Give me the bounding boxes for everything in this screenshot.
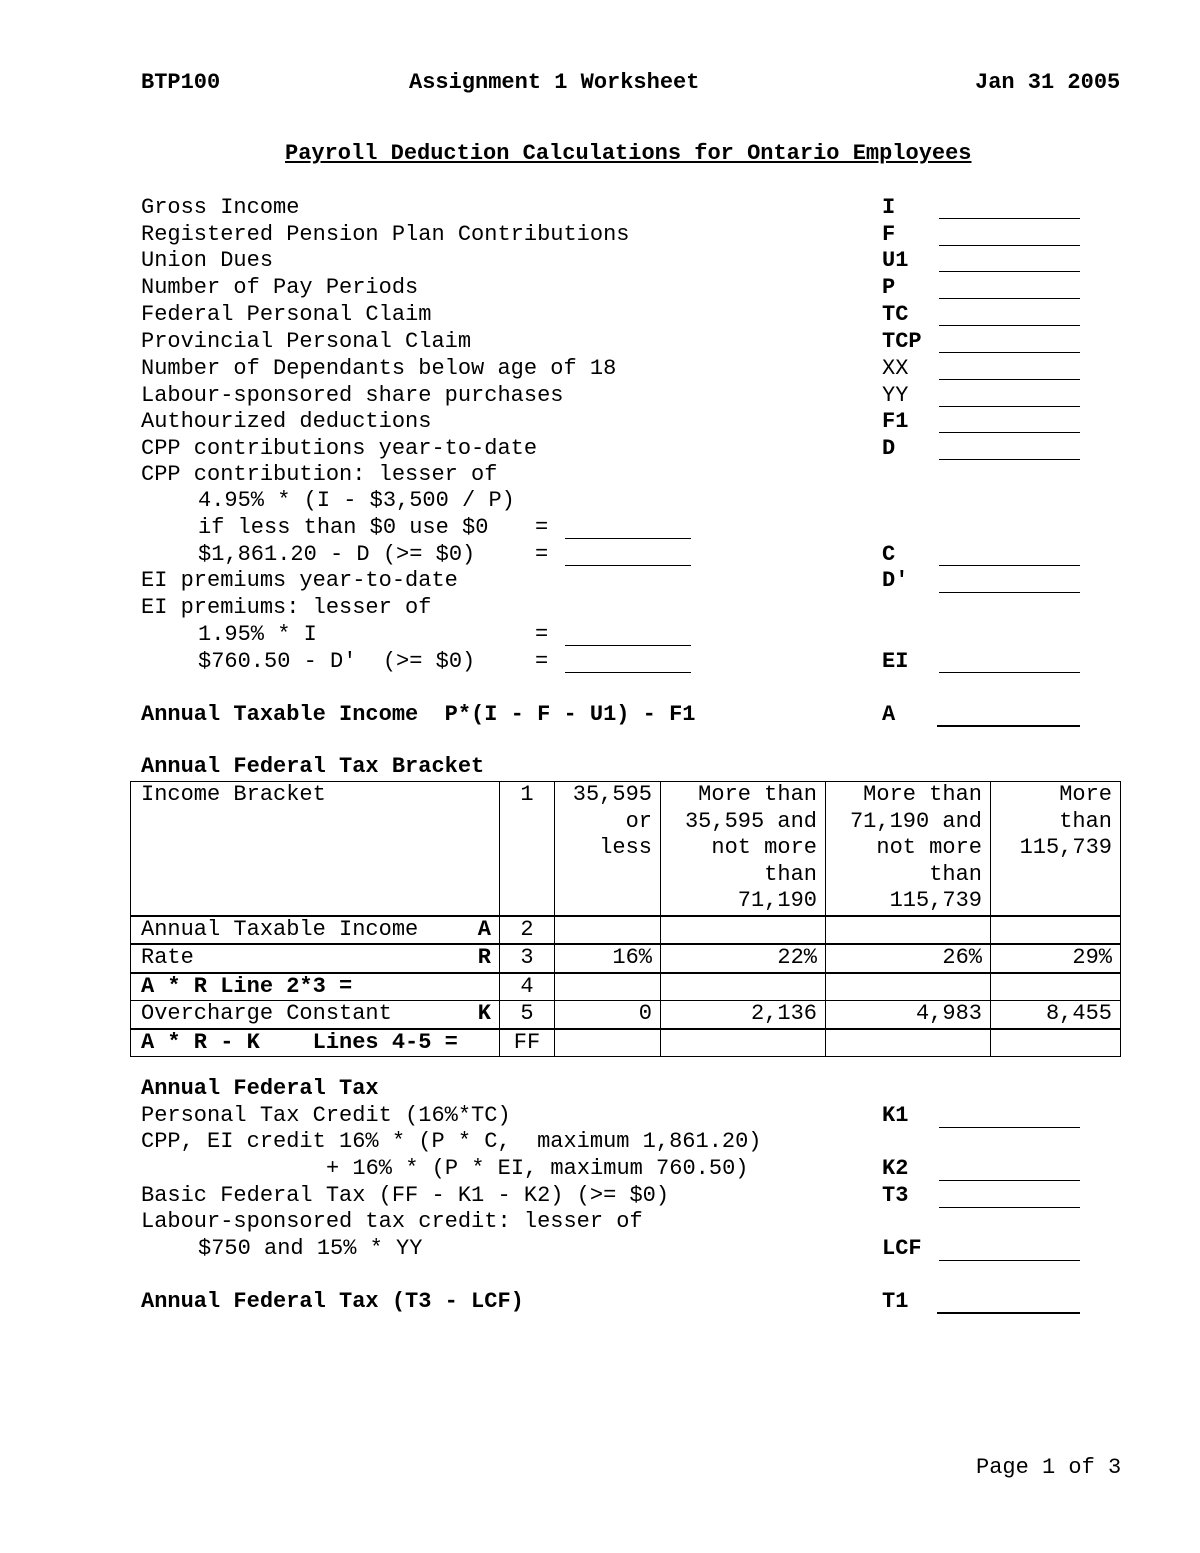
page-number: Page 1 of 3 (976, 1455, 1122, 1480)
t3-field[interactable] (939, 1207, 1080, 1208)
header-date: Jan 31 2005 (975, 70, 1121, 95)
k1-code: K1 (882, 1103, 909, 1128)
ei-formula-2: $760.50 - D′ (>= $0) (198, 649, 476, 674)
lcf-code: LCF (882, 1236, 922, 1261)
input-field-tcp[interactable] (939, 352, 1080, 353)
row-code: K (477, 1001, 491, 1026)
course-code: BTP100 (141, 70, 221, 95)
row-label-text: A * R - K Lines 4-5 = (141, 1029, 458, 1055)
input-field-p[interactable] (939, 298, 1080, 299)
cpp-code-c: C (882, 542, 896, 567)
input-label-rpp: Registered Pension Plan Contributions (141, 222, 630, 247)
table-cell: 22% (661, 944, 826, 973)
table-cell: 8,455 (991, 1001, 1121, 1029)
input-label-gross-income: Gross Income (141, 195, 300, 220)
input-field-i[interactable] (939, 218, 1080, 219)
input-field-f1[interactable] (939, 432, 1080, 433)
cpp-equals-1: = (535, 515, 549, 540)
bracket-col-3: More than 71,190 and not more than 115,739 (826, 782, 991, 916)
bracket-title: Annual Federal Tax Bracket (141, 754, 485, 779)
table-row (131, 916, 1121, 945)
cpp-ei-credit-line-1: CPP, EI credit 16% * (P * C, maximum 1,861.20) (141, 1129, 762, 1154)
cpp-formula-1: 4.95% * (I - $3,500 / P) (198, 488, 515, 513)
input-label-provincial-claim: Provincial Personal Claim (141, 329, 472, 354)
input-label-dependants: Number of Dependants below age of 18 (141, 356, 617, 381)
table-cell: 29% (991, 944, 1121, 973)
table-cell[interactable] (555, 1029, 661, 1057)
line-number: 5 (500, 1001, 555, 1029)
cpp-ei-credit-line-2: + 16% * (P * EI, maximum 760.50) (326, 1156, 749, 1181)
labour-credit-line-2: $750 and 15% * YY (198, 1236, 423, 1261)
table-cell[interactable] (991, 973, 1121, 1001)
row-label (131, 944, 500, 973)
ei-label: EI premiums: lesser of (141, 595, 432, 620)
line-number: FF (500, 1029, 555, 1057)
cpp-field-2[interactable] (565, 565, 691, 566)
ei-ytd-code: D′ (882, 568, 909, 593)
row-label-text: Annual Taxable Income (141, 916, 419, 942)
k2-code: K2 (882, 1156, 909, 1181)
table-cell[interactable] (555, 973, 661, 1001)
input-label-federal-claim: Federal Personal Claim (141, 302, 432, 327)
table-row (131, 944, 1121, 973)
personal-credit-label: Personal Tax Credit (16%*TC) (141, 1103, 511, 1128)
input-field-f[interactable] (939, 245, 1080, 246)
input-code-f1: F1 (882, 409, 909, 434)
line-number: 4 (500, 973, 555, 1001)
cpp-formula-2: if less than $0 use $0 (198, 515, 489, 540)
input-code-xx: XX (882, 356, 909, 381)
line-number: 1 (500, 782, 555, 916)
input-field-u1[interactable] (939, 271, 1080, 272)
row-label-text: A * R Line 2*3 = (141, 973, 353, 999)
input-field-xx[interactable] (939, 379, 1080, 380)
row-label (131, 1001, 500, 1029)
table-cell[interactable] (826, 916, 991, 945)
bracket-col-2: More than 35,595 and not more than 71,190 (661, 782, 826, 916)
ei-field[interactable] (939, 672, 1080, 673)
row-label (131, 1029, 500, 1057)
table-row (131, 1029, 1121, 1057)
input-label-labour-shares: Labour-sponsored share purchases (141, 383, 564, 408)
input-label-pay-periods: Number of Pay Periods (141, 275, 419, 300)
ei-formula-1: 1.95% * I (198, 622, 317, 647)
cpp-label: CPP contribution: lesser of (141, 462, 498, 487)
table-cell: 16% (555, 944, 661, 973)
t1-field[interactable] (937, 1312, 1080, 1314)
annual-federal-tax-label: Annual Federal Tax (T3 - LCF) (141, 1289, 524, 1314)
page-heading: Payroll Deduction Calculations for Ontario Employees (285, 141, 972, 166)
annual-taxable-code: A (882, 702, 896, 727)
table-cell[interactable] (661, 916, 826, 945)
ei-field-1[interactable] (565, 645, 691, 646)
ei-equals-1: = (535, 622, 549, 647)
federal-tax-title: Annual Federal Tax (141, 1076, 379, 1101)
row-code: R (477, 945, 491, 970)
input-label-union-dues: Union Dues (141, 248, 274, 273)
t3-code: T3 (882, 1183, 909, 1208)
ei-ytd-field[interactable] (939, 592, 1080, 593)
input-field-tc[interactable] (939, 325, 1080, 326)
table-cell[interactable] (991, 1029, 1121, 1057)
input-code-p: P (882, 275, 896, 300)
ei-equals-2: = (535, 649, 549, 674)
table-cell[interactable] (555, 916, 661, 945)
table-cell[interactable] (661, 973, 826, 1001)
ei-code: EI (882, 649, 909, 674)
labour-credit-line-1: Labour-sponsored tax credit: lesser of (141, 1209, 643, 1234)
worksheet-title: Assignment 1 Worksheet (409, 70, 700, 95)
line-number: 2 (500, 916, 555, 945)
table-row (131, 973, 1121, 1001)
input-code-tcp: TCP (882, 329, 922, 354)
table-cell: 0 (555, 1001, 661, 1029)
input-code-d: D (882, 436, 896, 461)
table-cell[interactable] (661, 1029, 826, 1057)
input-field-d[interactable] (939, 459, 1080, 460)
annual-taxable-label: Annual Taxable Income P*(I - F - U1) - F1 (141, 702, 696, 727)
cpp-formula-3: $1,861.20 - D (>= $0) (198, 542, 476, 567)
row-label-text: Rate (141, 945, 194, 970)
lcf-field[interactable] (939, 1260, 1080, 1261)
row-label-text: Overcharge Constant (141, 1001, 392, 1026)
k1-field[interactable] (939, 1127, 1080, 1128)
cpp-equals-2: = (535, 542, 549, 567)
table-row (131, 1001, 1121, 1029)
bracket-col-4: More than 115,739 (991, 782, 1121, 916)
input-code-f: F (882, 222, 896, 247)
bracket-col-1: 35,595 or less (555, 782, 661, 916)
table-header-row (131, 782, 1121, 916)
input-field-yy[interactable] (939, 406, 1080, 407)
ei-ytd-label: EI premiums year-to-date (141, 568, 458, 593)
ei-field-2[interactable] (565, 672, 691, 673)
table-cell[interactable] (826, 1029, 991, 1057)
table-cell: 2,136 (661, 1001, 826, 1029)
cpp-field-c[interactable] (939, 565, 1080, 566)
table-cell: 26% (826, 944, 991, 973)
table-cell: 4,983 (826, 1001, 991, 1029)
t1-code: T1 (882, 1289, 909, 1314)
cpp-field-1[interactable] (565, 538, 691, 539)
annual-taxable-field[interactable] (937, 725, 1080, 727)
input-code-tc: TC (882, 302, 909, 327)
tax-bracket-table (130, 781, 1121, 1057)
row-label (131, 973, 500, 1001)
k2-field[interactable] (939, 1180, 1080, 1181)
income-bracket-label: Income Bracket (131, 782, 500, 916)
input-code-u1: U1 (882, 248, 909, 273)
input-label-authorized-deductions: Authourized deductions (141, 409, 432, 434)
input-code-i: I (882, 195, 896, 220)
basic-federal-tax-label: Basic Federal Tax (FF - K1 - K2) (>= $0) (141, 1183, 670, 1208)
row-code: A (477, 916, 491, 942)
input-code-yy: YY (882, 383, 909, 408)
row-label (131, 916, 500, 945)
table-cell[interactable] (991, 916, 1121, 945)
table-cell[interactable] (826, 973, 991, 1001)
input-label-cpp-ytd: CPP contributions year-to-date (141, 436, 538, 461)
line-number: 3 (500, 944, 555, 973)
